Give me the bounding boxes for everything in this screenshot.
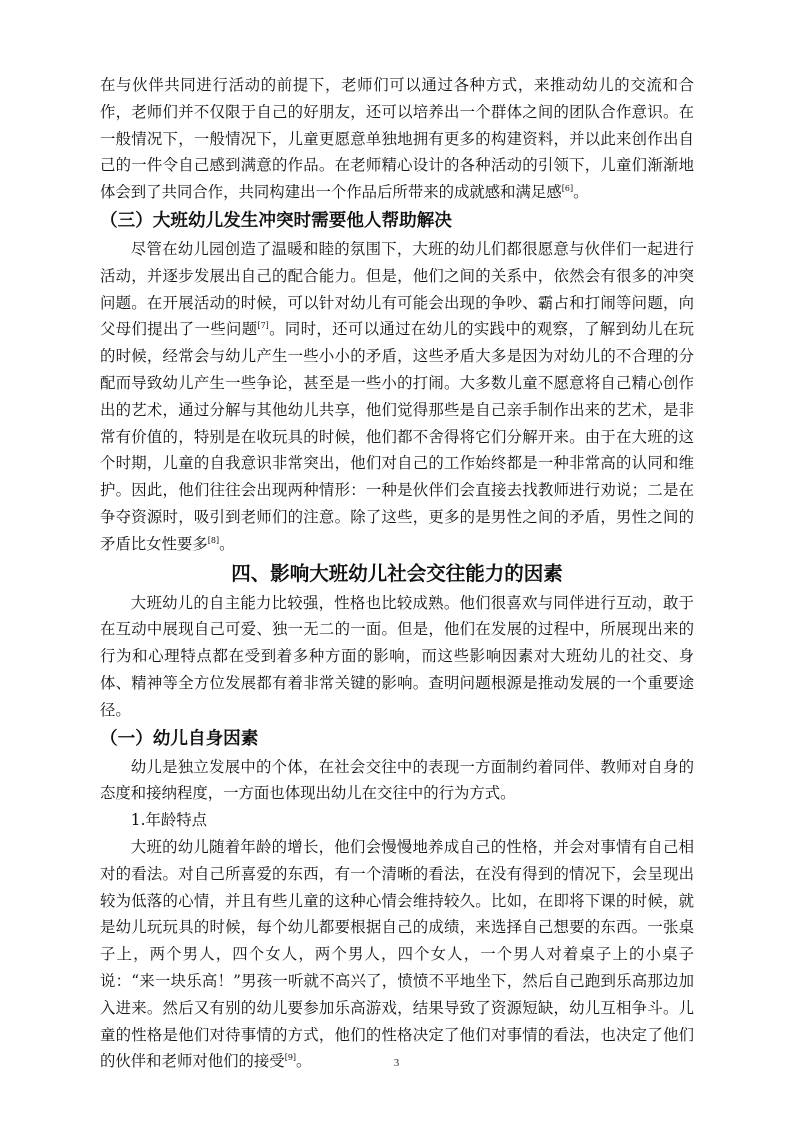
paragraph-age: 大班的幼儿随着年龄的增长，他们会慢慢地养成自己的性格，并会对事情有自己相对的看法。对自己所喜爱的东西，有一个清晰的看法，在没有得到的情况下，会呈现出较为低落的心情，并且有些儿童的这种心情会维持较久。比如，在即将下课的时候，就是幼儿玩玩具的时候，每个幼儿都要根据自己的成绩，来选择自己想要的东西。一张桌子上，两个男人，四个女人，两个男人，四个女人，一个男人对着桌子上的小桌子说：“来一块乐高！”男孩一听就不高兴了，愤愤不平地坐下，然后自己跑到乐高那边加入进来。然后又有别的幼儿要参加乐高游戏，结果导致了资源短缺，幼儿互相争斗。儿童的性格是他们对待事情的方式，他们的性格决定了他们对事情的看法，也决定了他们的伙伴和老师对他们的接受[9]。 (100, 837, 694, 1071)
paragraph-cooperation: 在与伙伴共同进行活动的前提下，老师们可以通过各种方式，来推动幼儿的交流和合作，老师们并不仅限于自己的好朋友，还可以培养出一个群体之间的团队合作意识。在一般情况下，一般情况下，儿童更愿意单独地拥有更多的构建资料，并以此来创作出自己的一件令自己感到满意的作品。在老师精心设计的各种活动的引领下，儿童们渐渐地体会到了共同合作，共同构建出一个作品后所带来的成就感和满足感[6]。 (100, 76, 694, 202)
paragraph-self-factors: 幼儿是独立发展中的个体，在社会交往中的表现一方面制约着同伴、教师对自身的态度和接纳程度，一方面也体现出幼儿在交往中的行为方式。 (100, 757, 694, 803)
paragraph-factors-intro: 大班幼儿的自主能力比较强，性格也比较成熟。他们很喜欢与同伴进行互动，敢于在互动中展现自己可爱、独一无二的一面。但是，他们在发展的过程中，所展现出来的行为和心理特点都在受到着多种方面的影响，而这些影响因素对大班幼儿的社交、身体、精神等全方位发展都有着非常关键的影响。查明问题根源是推动发展的一个重要途径。 (100, 593, 694, 719)
section-heading-conflict: （三）大班幼儿发生冲突时需要他人帮助解决 (100, 210, 452, 231)
citation-7: [7] (257, 321, 269, 331)
citation-8: [8] (207, 535, 220, 545)
citation-9: [9] (284, 1053, 297, 1063)
paragraph-conflict: 尽管在幼儿园创造了温暖和睦的氛围下，大班的幼儿们都很愿意与伙伴们一起进行活动，并逐步发展出自己的配合能力。但是，他们之间的关系中，依然会有很多的冲突问题。在开展活动的时候，可以针对幼儿有可能会出现的争吵、霸占和打闹等问题，向父母们提出了一些问题[7]。同时，还可以通过在幼儿的实践中的观察，了解到幼儿在玩的时候，经常会与幼儿产生一些小小的矛盾，这些矛盾大多是因为对幼儿的不合理的分配而导致幼儿产生一些争论，甚至是一些小的打闹。大多数儿童不愿意将自己精心创作出的艺术，通过分解与其他幼儿共享，他们觉得那些是自己亲手制作出来的艺术，是非常有价值的，特别是在收玩具的时候，他们都不舍得将它们分解开来。由于在大班的这个时期，儿童的自我意识非常突出，他们对自己的工作始终都是一种非常高的认同和维护。因此，他们往往会出现两种情形：一种是伙伴们会直接去找教师进行劝说；二是在争夺资源时，吸引到老师们的注意。除了这些，更多的是男性之间的矛盾，男性之间的矛盾比女性要多[8]。 (100, 239, 694, 553)
document-page (100, 72, 694, 1075)
citation-6: [6] (561, 184, 574, 194)
section-heading-self-factors: （一）幼儿自身因素 (100, 728, 259, 749)
chapter-heading-factors: 四、影响大班幼儿社会交往能力的因素 (231, 561, 563, 585)
page-number: 3 (393, 1057, 400, 1069)
subheading-age: 1.年龄特点 (130, 811, 208, 830)
